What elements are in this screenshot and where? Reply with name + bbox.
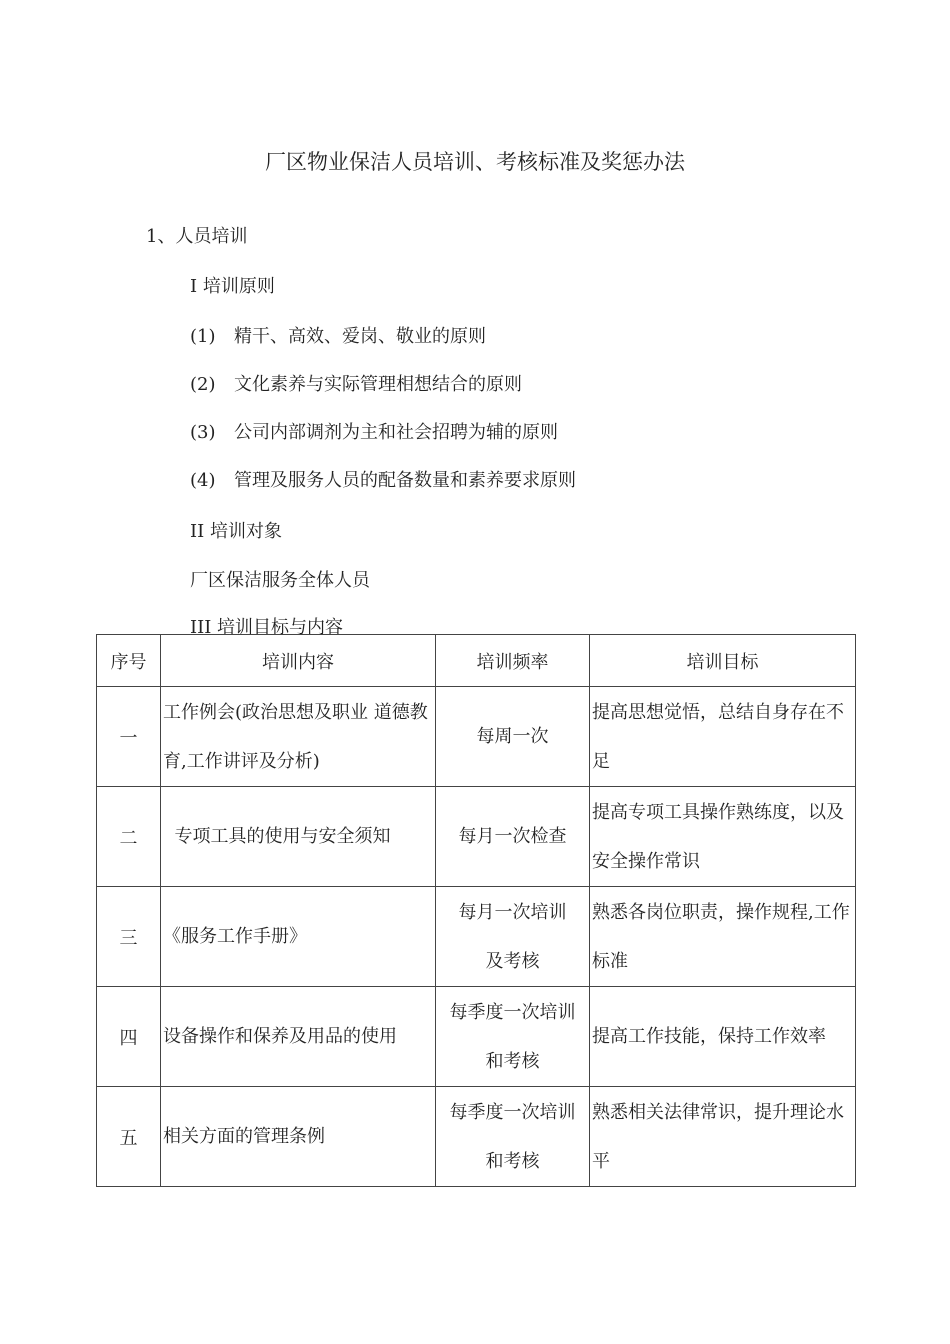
principle-item: [190, 370, 522, 396]
table-row: [97, 1087, 856, 1187]
cell-frequency: 每周一次: [436, 687, 590, 787]
table-header-row: [97, 635, 856, 687]
table-row: [97, 687, 856, 787]
cell-content: 相关方面的管理条例: [161, 1087, 436, 1187]
table-row: [97, 987, 856, 1087]
cell-seq: 四: [97, 987, 161, 1087]
document-title: 厂区物业保洁人员培训、考核标准及奖惩办法: [265, 150, 685, 174]
principle-number: (1): [190, 326, 216, 347]
cell-goal: 熟悉各岗位职责，操作规程,工作标准: [590, 887, 856, 987]
header-content: 培训内容: [161, 635, 436, 687]
cell-goal: 提高思想觉悟，总结自身存在不足: [590, 687, 856, 787]
principle-number: (3): [190, 422, 216, 443]
cell-seq: 一: [97, 687, 161, 787]
principle-item: [190, 322, 486, 348]
table-row: [97, 787, 856, 887]
cell-content: 专项工具的使用与安全须知: [161, 787, 436, 887]
target-text: 厂区保洁服务全体人员: [190, 570, 370, 591]
principle-item: [190, 418, 558, 444]
section-heading-training: 1、人员培训: [146, 226, 248, 247]
principle-number: (4): [190, 470, 216, 491]
cell-goal: 熟悉相关法律常识，提升理论水平: [590, 1087, 856, 1187]
principle-text: 文化素养与实际管理相想结合的原则: [234, 374, 522, 395]
cell-content: 工作例会(政治思想及职业 道德教育,工作讲评及分析): [161, 687, 436, 787]
cell-content: 《服务工作手册》: [161, 887, 436, 987]
cell-seq: 三: [97, 887, 161, 987]
principle-text: 公司内部调剂为主和社会招聘为辅的原则: [234, 422, 558, 443]
principle-text: 管理及服务人员的配备数量和素养要求原则: [234, 470, 576, 491]
cell-frequency: 每月一次培训及考核: [436, 887, 590, 987]
principle-number: (2): [190, 374, 216, 395]
cell-frequency: 每季度一次培训和考核: [436, 987, 590, 1087]
cell-goal: 提高专项工具操作熟练度，以及安全操作常识: [590, 787, 856, 887]
cell-frequency: 每季度一次培训和考核: [436, 1087, 590, 1187]
principles-heading: I 培训原则: [190, 276, 275, 297]
cell-content: 设备操作和保养及用品的使用: [161, 987, 436, 1087]
cell-goal: 提高工作技能，保持工作效率: [590, 987, 856, 1087]
target-heading: II 培训对象: [190, 521, 282, 542]
table-row: [97, 887, 856, 987]
header-seq: 序号: [97, 635, 161, 687]
principle-text: 精干、高效、爱岗、敬业的原则: [234, 326, 486, 347]
cell-seq: 二: [97, 787, 161, 887]
cell-seq: 五: [97, 1087, 161, 1187]
goals-heading: III 培训目标与内容: [190, 617, 344, 638]
header-frequency: 培训频率: [436, 635, 590, 687]
principle-item: [190, 466, 576, 492]
header-goal: 培训目标: [590, 635, 856, 687]
cell-frequency: 每月一次检查: [436, 787, 590, 887]
training-table: [96, 634, 856, 1187]
